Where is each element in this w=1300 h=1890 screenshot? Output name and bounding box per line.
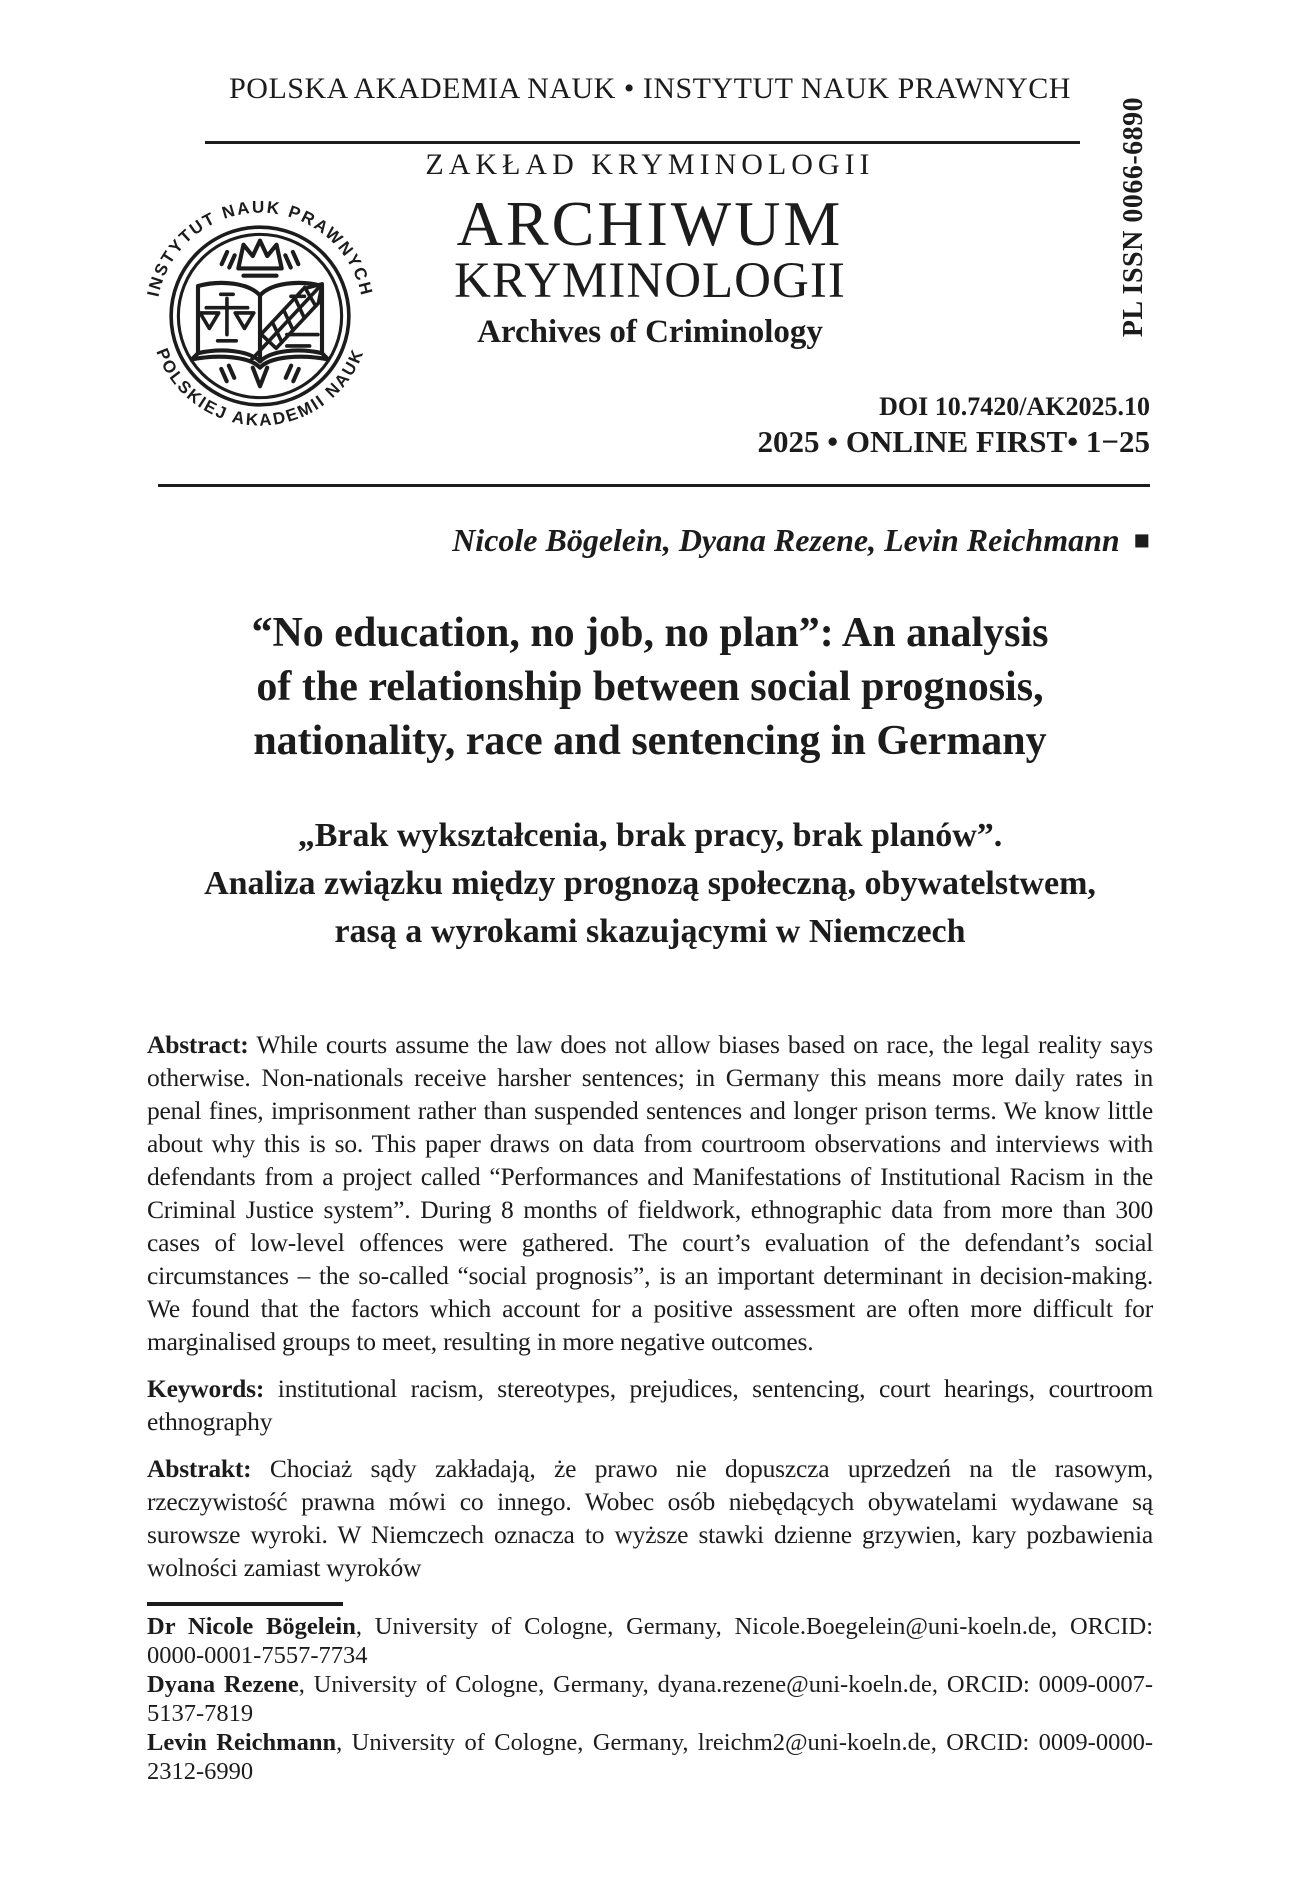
abstract-label: Abstract: bbox=[147, 1030, 249, 1059]
journal-subtitle: Archives of Criminology bbox=[477, 314, 823, 350]
title-en-line: of the relationship between social prognosis, bbox=[256, 664, 1044, 710]
masthead-rule-top bbox=[205, 141, 1080, 144]
footnote-item bbox=[147, 1728, 1153, 1786]
title-pl-line: „Brak wykształcenia, brak pracy, brak planów”. bbox=[297, 817, 1003, 854]
keywords-paragraph bbox=[147, 1372, 1153, 1438]
abstract-paragraph bbox=[147, 1028, 1153, 1358]
footnote-author-details: , University of Cologne, Germany, dyana.rezene@uni-koeln.de, ORCID: 0009-0007-5137-7819 bbox=[147, 1671, 1153, 1727]
doi-label: DOI 10.7420/AK2025.10 bbox=[879, 392, 1150, 421]
abstrakt-paragraph bbox=[147, 1452, 1153, 1584]
footnote-item bbox=[147, 1670, 1153, 1728]
abstrakt-label: Abstrakt: bbox=[147, 1454, 252, 1483]
masthead-institution-line: POLSKA AKADEMIA NAUK • INSTYTUT NAUK PRAWNYCH bbox=[229, 72, 1071, 105]
title-en-line: nationality, race and sentencing in Germany bbox=[253, 718, 1047, 764]
footnote-author-details: , University of Cologne, Germany, lreichm2@uni-koeln.de, ORCID: 0009-0000-2312-6990 bbox=[147, 1729, 1153, 1785]
author-end-marker-icon: ■ bbox=[1133, 525, 1150, 555]
title-en-line: “No education, no job, no plan”: An analysis bbox=[251, 610, 1049, 656]
authors-line bbox=[150, 522, 1150, 559]
keywords-text: institutional racism, stereotypes, prejudices, sentencing, court hearings, courtroom ethnography bbox=[147, 1374, 1153, 1436]
article-title-en bbox=[147, 606, 1153, 768]
abstract-text: While courts assume the law does not allow biases based on race, the legal reality says otherwise. Non-nationals receive harsher sentences; in Germany this means more daily rates in penal fines, imprisonment rather than suspended sentences and longer prison terms. We know little about why this is so. This paper draws on data from courtroom observations and interviews with defendants from a project called “Performances and Manifestations of Institutional Racism in the Criminal Justice system”. During 8 months of fieldwork, ethnographic data from more than 300 cases of low-level offences were gathered. The court’s evaluation of the defendant’s social circumstances – the so-called “social prognosis”, is an important determinant in decision-making. We found that the factors which account for a positive assessment are often more difficult for marginalised groups to meet, resulting in more negative outcomes. bbox=[147, 1030, 1153, 1356]
title-pl-line: rasą a wyrokami skazującymi w Niemczech bbox=[334, 913, 966, 950]
seal-top-arc-text: INSTYTUT NAUK PRAWNYCH bbox=[143, 197, 377, 299]
issue-line: 2025 • ONLINE FIRST• 1−25 bbox=[757, 424, 1150, 459]
title-pl-line: Analiza związku między prognozą społeczną, obywatelstwem, bbox=[204, 865, 1096, 902]
authors-names: Nicole Bögelein, Dyana Rezene, Levin Reichmann bbox=[452, 522, 1120, 558]
issn-vertical-label: PL ISSN 0066-6890 bbox=[1118, 96, 1149, 338]
abstrakt-text: Chociaż sądy zakładają, że prawo nie dopuszcza uprzedzeń na tle rasowym, rzeczywistość prawna mówi co innego. Wobec osób niebędących obywatelami wydawane są surowsze wyroki. W Niemczech oznacza to wyższe stawki dzienne grzywien, kary pozbawienia wolności zamiast wyroków bbox=[147, 1454, 1153, 1582]
journal-title-archiwum: ARCHIWUM bbox=[456, 188, 844, 259]
footnote-separator bbox=[147, 1602, 343, 1606]
seal-bottom-arc-text: POLSKIEJ AKADEMII NAUK bbox=[152, 345, 368, 430]
article-body bbox=[147, 606, 1153, 1786]
footnote-item bbox=[147, 1612, 1153, 1670]
masthead-rule-bottom bbox=[158, 484, 1150, 487]
footnote-author-name: Dr Nicole Bögelein bbox=[147, 1613, 356, 1640]
article-title-pl bbox=[147, 812, 1153, 956]
footnote-author-details: , University of Cologne, Germany, Nicole.Boegelein@uni-koeln.de, ORCID: 0000-0001-7557-7734 bbox=[147, 1613, 1153, 1669]
footnotes-block bbox=[147, 1612, 1153, 1786]
footnote-author-name: Dyana Rezene bbox=[147, 1671, 299, 1698]
journal-title-kryminologii: KRYMINOLOGII bbox=[454, 253, 846, 309]
keywords-label: Keywords: bbox=[147, 1374, 265, 1403]
footnote-author-name: Levin Reichmann bbox=[147, 1729, 337, 1756]
department-line: ZAKŁAD KRYMINOLOGII bbox=[425, 148, 875, 181]
